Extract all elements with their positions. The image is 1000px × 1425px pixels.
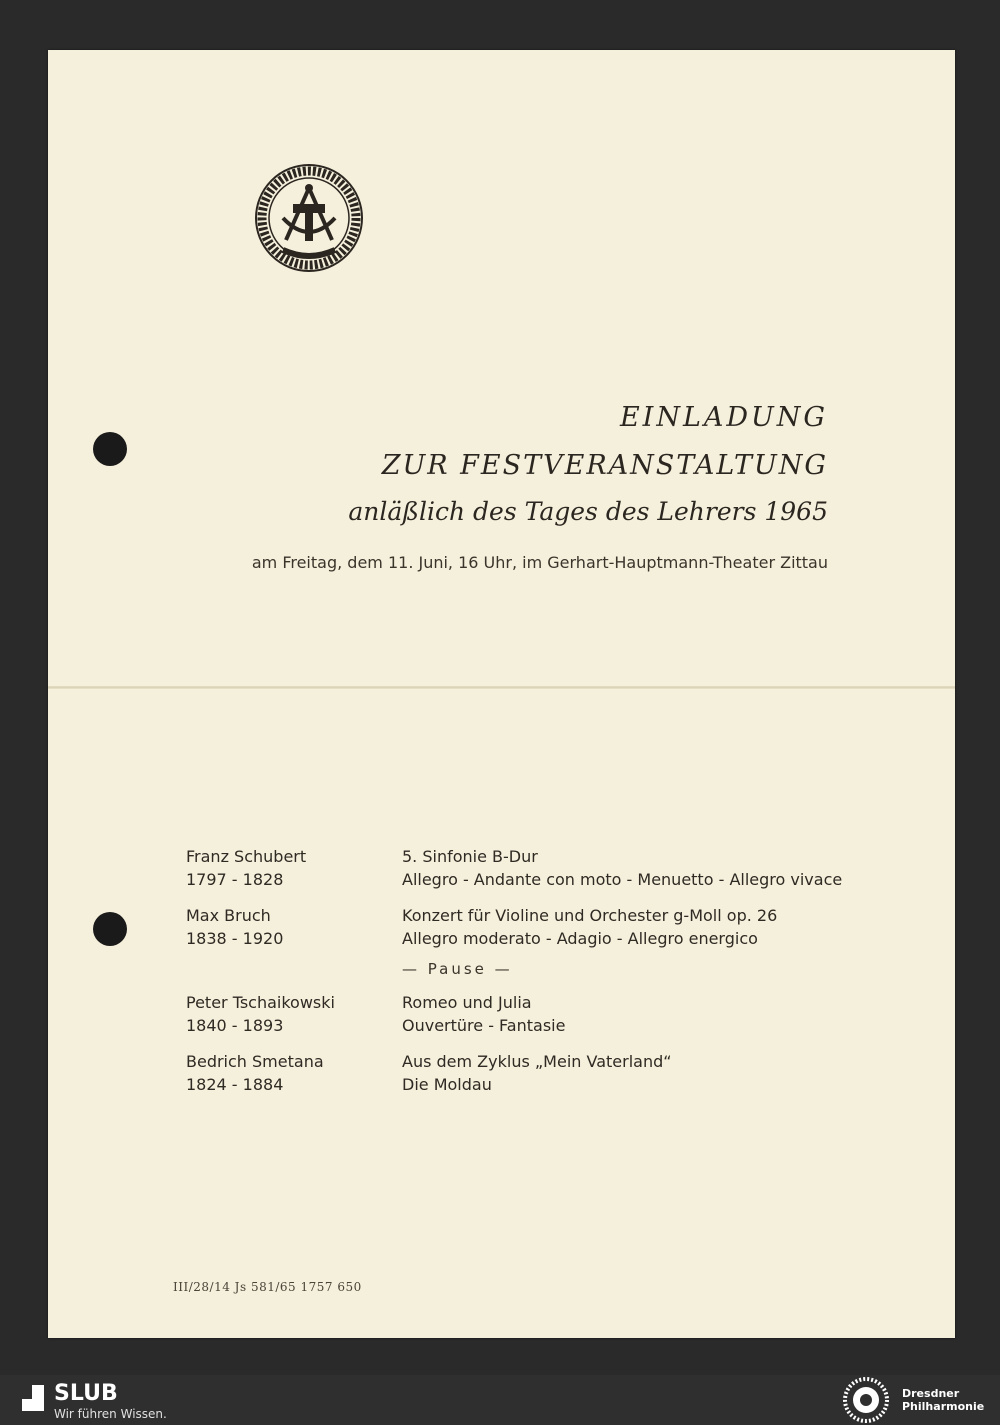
program-item xyxy=(186,991,886,1037)
work-movements: Ouvertüre - Fantasie xyxy=(402,1016,566,1035)
gdr-state-emblem-icon xyxy=(253,162,365,274)
print-reference: III/28/14 Js 581/65 1757 650 xyxy=(173,1280,362,1294)
concert-program xyxy=(186,845,886,1109)
event-details: am Freitag, dem 11. Juni, 16 Uhr, im Gerhart-Hauptmann-Theater Zittau xyxy=(251,553,828,572)
work-movements: Allegro - Andante con moto - Menuetto - Allegro vivace xyxy=(402,870,843,889)
work-title: Romeo und Julia xyxy=(402,993,532,1012)
intermission-label: — Pause — xyxy=(402,960,513,978)
punch-hole-top xyxy=(93,432,127,466)
fold-line xyxy=(48,686,955,689)
composer-dates: 1838 - 1920 xyxy=(186,929,284,948)
slub-logo-icon[interactable] xyxy=(22,1385,44,1411)
work-title: Aus dem Zyklus „Mein Vaterland“ xyxy=(402,1052,672,1071)
invitation-subtitle: ZUR FESTVERANSTALTUNG xyxy=(381,450,828,481)
composer-dates: 1797 - 1828 xyxy=(186,870,284,889)
program-item xyxy=(186,845,886,891)
partner-name-line2: Philharmonie xyxy=(902,1400,985,1413)
work-movements: Die Moldau xyxy=(402,1075,492,1094)
work-movements: Allegro moderato - Adagio - Allegro energico xyxy=(402,929,758,948)
composer-dates: 1840 - 1893 xyxy=(186,1016,284,1035)
footer-bar xyxy=(0,1375,1000,1425)
composer-name: Bedrich Smetana xyxy=(186,1052,324,1071)
composer-dates: 1824 - 1884 xyxy=(186,1075,284,1094)
dresdner-philharmonie-logo-icon[interactable] xyxy=(843,1377,889,1423)
punch-hole-bottom xyxy=(93,912,127,946)
composer-name: Max Bruch xyxy=(186,906,271,925)
partner-name-line1: Dresdner xyxy=(902,1387,960,1400)
program-item xyxy=(186,1050,886,1096)
slub-slogan: Wir führen Wissen. xyxy=(54,1407,167,1421)
work-title: 5. Sinfonie B-Dur xyxy=(402,847,538,866)
document-page xyxy=(48,50,955,1338)
invitation-title: EINLADUNG xyxy=(619,402,828,433)
composer-name: Franz Schubert xyxy=(186,847,307,866)
partner-name[interactable] xyxy=(902,1387,984,1413)
composer-name: Peter Tschaikowski xyxy=(186,993,335,1012)
invitation-occasion: anläßlich des Tages des Lehrers 1965 xyxy=(348,497,828,526)
slub-name[interactable]: SLUB xyxy=(54,1381,118,1406)
work-title: Konzert für Violine und Orchester g-Moll op. 26 xyxy=(402,906,778,925)
program-item xyxy=(186,904,886,950)
